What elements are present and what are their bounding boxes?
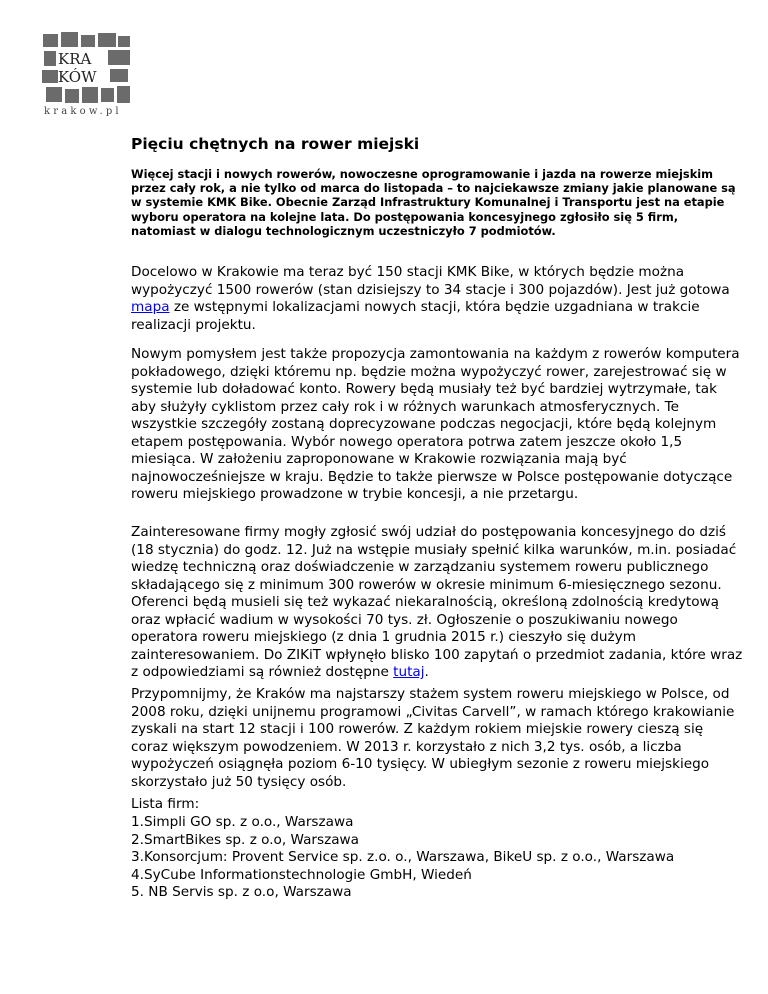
company-list-item: 4.SyCube Informationstechnologie GmbH, Wiedeń [131,867,472,883]
article-lead: Więcej stacji i nowych rowerów, nowoczesne oprogramowanie i jazda na rowerze miejskim przez cały rok, a nie tylko od marca do listopada – to najciekawsze zmiany jakie planowane są w systemie KMK Bike. Obecnie Zarząd Infrastruktury Komunalnej i Transportu jest na etapie wyboru operatora na kolejne lata. Do postępowania koncesyjnego zgłosiło się 5 firm, natomiast w dialogu technologicznym uczestniczyło 7 podmiotów. [131,167,736,238]
paragraph-1-text-start: Docelowo w Krakowie ma teraz być 150 stacji KMK Bike, w których będzie można wypożyczyć 1500 rowerów (stan dzisiejszy to 34 stacje i 300 pojazdów). Jest już gotowa [131,264,730,298]
paragraph-3-text-end: . [424,664,429,680]
logo-line2: KÓW [58,68,97,86]
paragraph-3 [131,524,743,682]
paragraph-1-text-end: ze wstępnymi lokalizacjami nowych stacji, która będzie uzgadniana w trakcie realizacji projektu. [131,299,700,333]
logo-line1: KRA [58,50,92,68]
company-list-item: 5. NB Servis sp. z o.o, Warszawa [131,884,352,900]
company-list-item: 2.SmartBikes sp. z o.o, Warszawa [131,832,359,848]
logo-caption: krakow.pl [44,106,122,117]
map-link[interactable]: mapa [131,299,170,315]
company-list-item: 1.Simpli GO sp. z o.o., Warszawa [131,814,354,830]
paragraph-1 [131,264,743,334]
article-title: Pięciu chętnych na rower miejski [131,135,420,153]
paragraph-2: Nowym pomysłem jest także propozycja zamontowania na każdym z rowerów komputera pokładowego, dzięki któremu np. będzie można wypożyczyć rower, zarejestrować się w systemie lub doładować konto. Rowery będą musiały też być bardziej wytrzymałe, tak aby służyły cyklistom przez cały rok i w różnych warunkach atmosferycznych. Te wszystkie szczegóły zostaną doprecyzowane podczas negocjacji, które będą kolejnym etapem postępowania. Wybór nowego operatora potrwa zatem jeszcze około 1,5 miesiąca. W założeniu zaproponowane w Krakowie rozwiązania mają być najnowocześniejsze w kraju. Będzie to także pierwsze w Polsce postępowanie dotyczące roweru miejskiego prowadzone w trybie koncesji, a nie przetargu. [131,346,740,502]
logo-mosaic-graphic [42,32,132,108]
paragraph-4: Przypomnijmy, że Kraków ma najstarszy stażem system roweru miejskiego w Polsce, od 2008 roku, dzięki unijnemu programowi „Civitas Carvell”, w ramach którego krakowianie zyskali na start 12 stacji i 100 rowerów. Z każdym rokiem miejskie rowery cieszą się coraz większym powodzeniem. W 2013 r. korzystało z nich 3,2 tys. osób, a liczba wypożyczeń osiągnęła poziom 6-10 tysięcy. W ubiegłym sezonie z roweru miejskiego skorzystało już 50 tysięcy osób. [131,686,735,790]
company-list-title: Lista firm: [131,796,200,812]
paragraph-3-text-start: Zainteresowane firmy mogły zgłosić swój udział do postępowania koncesyjnego do dziś (18 stycznia) do godz. 12. Już na wstępie musiały spełnić kilka warunków, m.in. posiadać wiedzę techniczną oraz doświadczenie w zarządzaniu systemem roweru publicznego składającego się z minimum 300 rowerów w okresie minimum 6-miesięcznego sezonu. Oferenci będą musieli się też wykazać niekaralnością, określoną zdolnością kredytową oraz wpłacić wadium w wysokości 70 tys. zł. Ogłoszenie o poszukiwaniu nowego operatora roweru miejskiego (z dnia 1 grudnia 2015 r.) cieszyło się dużym zainteresowaniem. Do ZIKiT wpłynęło blisko 100 zapytań o przedmiot zadania, które wraz z odpowiedziami są również dostępne [131,524,743,680]
company-list-item: 3.Konsorcjum: Provent Service sp. z.o. o., Warszawa, BikeU sp. z o.o., Warszawa [131,849,675,865]
faq-link[interactable]: tutaj [393,664,425,680]
